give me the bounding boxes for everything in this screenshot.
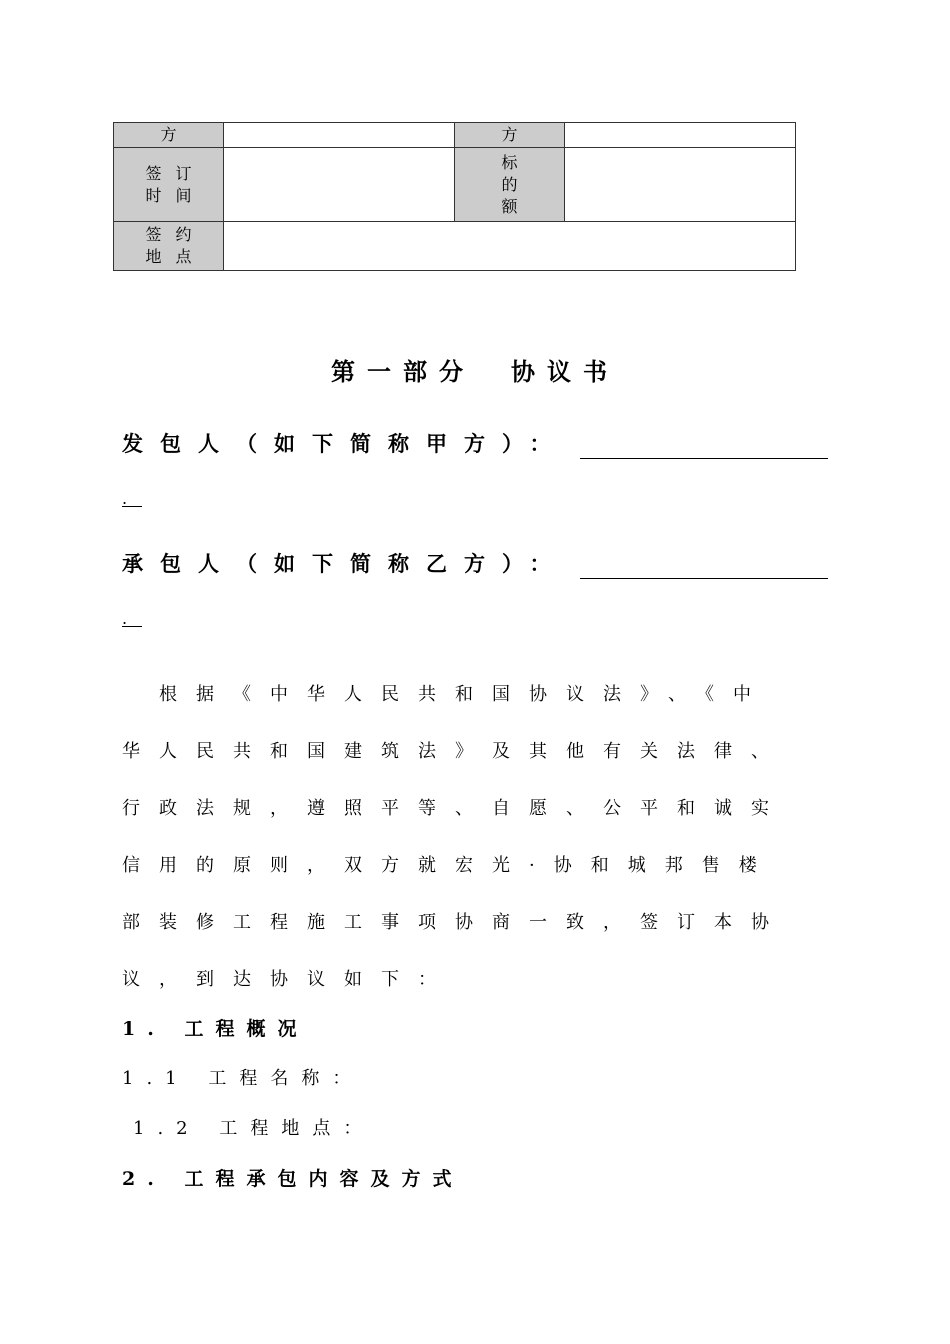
table-row: [114, 123, 796, 148]
body-paragraph-line: 华人民共和国建筑法》及其他有关法律、: [122, 741, 788, 762]
party-b-blank[interactable]: [580, 578, 828, 579]
party-a-label: 发包人（如下简称甲方）：: [122, 431, 568, 456]
contract-amount-label: 标 的 额: [455, 148, 565, 222]
signing-place-label: 签约 地点: [114, 222, 224, 271]
party-label-left: 方: [114, 123, 224, 148]
party-b-trailing-mark: .: [122, 612, 142, 627]
document-title: 第一部分 协议书: [331, 357, 619, 386]
party-a-trailing-mark: .: [122, 492, 142, 507]
section-1-heading: 1. 工程概况: [122, 1018, 309, 1040]
party-value-left[interactable]: [224, 123, 455, 148]
signing-time-value[interactable]: [224, 148, 455, 222]
section-2-heading: 2. 工程承包内容及方式: [122, 1168, 464, 1190]
item-1-1: 1.1 工程名称：: [122, 1068, 364, 1089]
party-a-blank[interactable]: [580, 458, 828, 459]
contract-amount-value[interactable]: [565, 148, 796, 222]
body-paragraph-line: 信用的原则，双方就宏光·协和城邦售楼: [122, 855, 776, 876]
body-paragraph-line: 行政法规，遵照平等、自愿、公平和诚实: [122, 798, 788, 819]
party-b-line: [122, 548, 830, 578]
table-row: [114, 222, 796, 271]
party-value-right[interactable]: [565, 123, 796, 148]
contract-info-table: [113, 122, 796, 271]
table-row: [114, 148, 796, 222]
item-1-2: 1.2 工程地点：: [133, 1118, 375, 1139]
party-label-right: 方: [455, 123, 565, 148]
body-paragraph-line: 部装修工程施工事项协商一致，签订本协: [122, 912, 788, 933]
signing-place-value[interactable]: [224, 222, 796, 271]
party-b-label: 承包人（如下简称乙方）：: [122, 551, 568, 576]
body-paragraph-line: 议，到达协议如下：: [122, 969, 455, 990]
body-paragraph-line: 根据《中华人民共和国协议法》、《中: [122, 684, 770, 705]
party-a-line: [122, 428, 830, 458]
signing-time-label: 签订 时间: [114, 148, 224, 222]
